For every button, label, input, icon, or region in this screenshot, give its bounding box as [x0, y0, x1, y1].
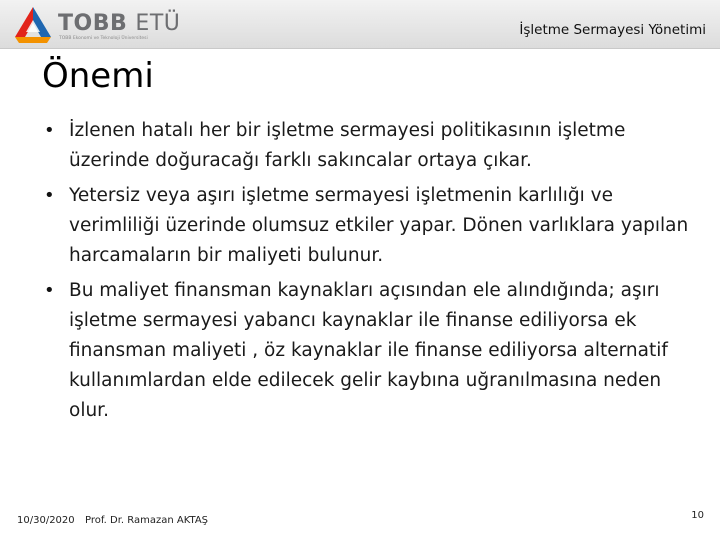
- tobb-etu-logo: [12, 5, 182, 45]
- bullet-list: [36, 116, 696, 431]
- slide-title: Önemi: [42, 56, 154, 96]
- logo-tagline: TOBB Ekonomi ve Teknoloji Üniversitesi: [59, 36, 148, 41]
- bullet-item: [36, 276, 696, 426]
- page-number: 10: [691, 510, 704, 521]
- tobb-etu-logo-mark-icon: [12, 5, 54, 45]
- bullet-dot-icon: •: [44, 185, 55, 206]
- footer-author: Prof. Dr. Ramazan AKTAŞ: [85, 515, 209, 526]
- logo-name-bold: TOBB: [58, 11, 128, 36]
- bullet-item: [36, 116, 696, 176]
- bullet-text: Bu maliyet finansman kaynakları açısından ele alındığında; aşırı işletme sermayesi yabancı kaynaklar ile finanse ediliyorsa ek finansman maliyeti , öz kaynaklar ile finanse ediliyorsa alternatif kullanımlardan elde edilecek gelir kaybına uğranılmasına neden olur.: [69, 280, 668, 421]
- logo-name-light: ETÜ: [135, 11, 181, 36]
- slide-header: [0, 0, 720, 49]
- course-title: İşletme Sermayesi Yönetimi: [519, 22, 706, 38]
- bullet-item: [36, 181, 696, 271]
- footer-date: 10/30/2020: [17, 515, 75, 526]
- bullet-dot-icon: •: [44, 120, 55, 141]
- bullet-text: İzlenen hatalı her bir işletme sermayesi politikasının işletme üzerinde doğuracağı farklı sakıncalar ortaya çıkar.: [69, 120, 626, 171]
- logo-wordmark: [58, 11, 180, 36]
- bullet-text: Yetersiz veya aşırı işletme sermayesi işletmenin karlılığı ve verimliliği üzerinde olumsuz etkiler yapar. Dönen varlıklara yapılan harcamaların bir maliyeti bulunur.: [69, 185, 689, 266]
- bullet-dot-icon: •: [44, 280, 55, 301]
